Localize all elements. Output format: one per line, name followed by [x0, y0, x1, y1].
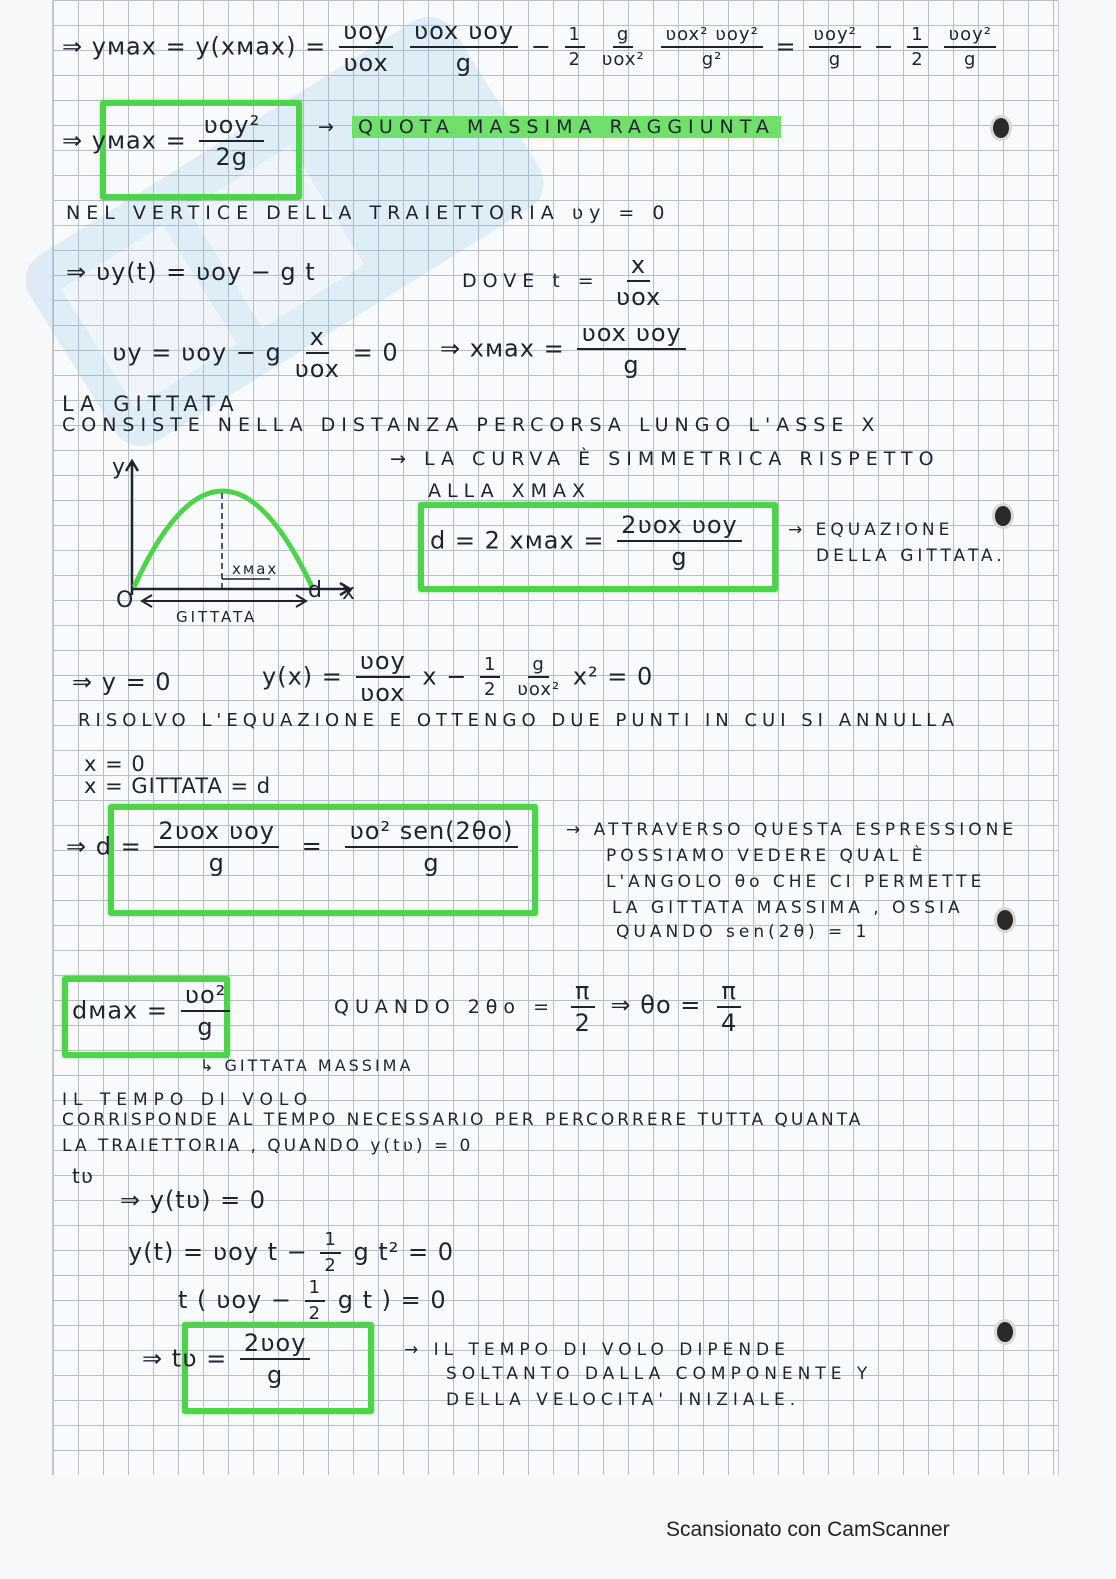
d-full-formula — [66, 818, 522, 877]
curva-note: → LA CURVA È SIMMETRICA RISPETTO — [390, 448, 940, 470]
frac-num: ʋox ʋoy — [410, 18, 518, 48]
frac-num: ʋoy — [356, 648, 410, 678]
d-lhs: d = 2 xмax = — [430, 526, 605, 555]
frac-den: ʋox — [343, 49, 389, 78]
graph-origin-label: O — [116, 588, 135, 613]
ymax-derivation: ⇒ yмax = y(xмax) = $\frac{\text{ʋoy}}{\text{ʋox}}$ $\frac{\text{ʋox ʋoy}}{g}$ − $\frac{1}{2}$ $\frac{g}{\text{ʋox²}}$ $\frac{\text{ʋox² ʋoy²}}{\text{g²}}$ = $\frac{\text{ʋoy²}}{g}$ − $\frac{1}{2}$ $\frac{\text{ʋoy²}}{g}$ — [62, 18, 1000, 77]
xd-line: x = GITTATA = d — [84, 774, 272, 798]
xmax-lhs: ⇒ xмax = — [440, 334, 565, 363]
tempo-dipende-2: SOLTANTO DALLA COMPONENTE Y — [446, 1364, 873, 1384]
frac-num: π — [717, 978, 740, 1008]
frac-den: g — [455, 49, 473, 78]
yt-rhs: g t² = 0 — [353, 1237, 454, 1266]
risolvo-line: RISOLVO L'EQUAZIONE E OTTENGO DUE PUNTI IN CUI SI ANNULLA — [78, 710, 959, 731]
frac-den: 2 — [308, 1302, 322, 1324]
vy-t-line: ⇒ ʋy(t) = ʋoy − g t — [66, 258, 316, 286]
frac-num: 1 — [480, 655, 500, 679]
graph-x-label: x — [342, 580, 357, 605]
gittata-title: LA GITTATA — [62, 392, 240, 416]
tempo-definition-2: LA TRAIETTORIA , QUANDO y(tʋ) = 0 — [62, 1136, 474, 1156]
gittata-formula — [430, 512, 746, 571]
frac-num: ʋoy² — [944, 25, 996, 49]
tv-result — [142, 1330, 314, 1389]
equazione-note-2: DELLA GITTATA. — [816, 546, 1006, 566]
tempo-dipende-1: → IL TEMPO DI VOLO DIPENDE — [404, 1340, 790, 1360]
frac-den: ʋox — [359, 679, 406, 708]
graph-y-label: y — [112, 455, 127, 480]
frac-num: 1 — [305, 1278, 325, 1302]
vy-eq-lhs: ʋy = ʋoy − g — [112, 338, 282, 367]
frac-den: g — [828, 49, 842, 71]
equals-sign: = — [775, 32, 797, 61]
frac-den: g — [671, 543, 688, 572]
frac-den: g — [197, 1013, 214, 1042]
y0-mid: x − — [422, 662, 468, 691]
frac-den: 2g — [215, 143, 249, 172]
x0-line: x = 0 — [84, 752, 146, 776]
attraverso-note-5: QUANDO sen(2θ) = 1 — [616, 922, 871, 942]
tfac-rhs: g t ) = 0 — [337, 1285, 447, 1314]
y0-equation — [262, 648, 653, 707]
frac-num: 1 — [320, 1230, 340, 1254]
t-factored — [178, 1278, 447, 1324]
minus-sign: − — [530, 32, 552, 61]
frac-den: g — [963, 49, 977, 71]
xmax-result — [440, 320, 690, 379]
vertice-line: NEL VERTICE DELLA TRAIETTORIA ʋy = 0 — [66, 202, 671, 224]
tempo-dipende-3: DELLA VELOCITA' INIZIALE. — [446, 1390, 801, 1410]
attraverso-note-3: L'ANGOLO θo CHE CI PERMETTE — [606, 872, 986, 892]
graph-gittata-label: GITTATA — [176, 608, 258, 626]
attraverso-note-4: LA GITTATA MASSIMA , OSSIA — [612, 898, 964, 918]
punch-hole — [993, 118, 1009, 138]
y0-lhs: y(x) = — [262, 662, 343, 691]
frac-den: 2 — [484, 679, 497, 701]
punch-hole — [997, 910, 1013, 930]
y0-line-a: ⇒ y = 0 — [72, 668, 172, 696]
frac-num: ʋoy² — [809, 25, 861, 49]
frac-num: ʋoy — [339, 18, 393, 48]
dmax-lhs: dмax = — [72, 996, 168, 1025]
dove-line — [462, 252, 665, 311]
gittata-massima-note: ↳ GITTATA MASSIMA — [200, 1056, 414, 1075]
frac-den: g — [208, 849, 225, 878]
frac-num: 2ʋox ʋoy — [154, 818, 279, 848]
dove-label: DOVE t = — [462, 269, 600, 292]
frac-den: ʋox — [615, 283, 662, 312]
attraverso-note-2: POSSIAMO VEDERE QUAL È — [606, 846, 927, 866]
trajectory-graph — [100, 455, 370, 630]
frac-num: ʋo² sen(2θo) — [345, 818, 517, 848]
punch-hole — [995, 506, 1011, 526]
quando-lhs: QUANDO 2θo = — [334, 995, 555, 1018]
frac-den: ʋox² — [601, 49, 645, 71]
yt-lhs: y(t) = ʋoy t − — [128, 1237, 308, 1266]
frac-num: g — [613, 25, 633, 49]
frac-den: 2 — [568, 49, 581, 71]
frac-num: 1 — [907, 25, 927, 49]
frac-num: x — [627, 252, 650, 282]
quando-line — [334, 978, 745, 1037]
equazione-note: → EQUAZIONE — [788, 520, 954, 540]
dmax-formula — [72, 982, 234, 1041]
equals-sign: = — [301, 832, 323, 861]
gittata-definition: CONSISTE NELLA DISTANZA PERCORSA LUNGO L'ASSE X — [62, 414, 881, 436]
quota-note — [318, 116, 781, 138]
tempo-definition-1: CORRISPONDE AL TEMPO NECESSARIO PER PERCORRERE TUTTA QUANTA — [62, 1110, 864, 1130]
frac-den: g² — [701, 49, 723, 71]
frac-num: 1 — [565, 25, 585, 49]
vy-eq-rhs: = 0 — [352, 338, 399, 367]
punch-hole — [997, 1322, 1013, 1342]
curva-note-2: ALLA XMAX — [428, 480, 592, 502]
frac-num: π — [571, 978, 594, 1008]
graph-d-label: d — [308, 578, 323, 603]
frac-den: 4 — [721, 1009, 738, 1038]
yt-equation — [128, 1230, 454, 1276]
ymax-derivation-lhs: ⇒ yмax = y(xмax) = — [62, 32, 335, 61]
d2-lhs: ⇒ d = — [66, 832, 142, 861]
y0-rhs: x² = 0 — [572, 662, 654, 691]
vy-equation — [112, 324, 399, 383]
graph-xmax-label: xмax — [232, 560, 279, 578]
attraverso-note-1: → ATTRAVERSO QUESTA ESPRESSIONE — [566, 820, 1018, 840]
frac-num: ʋox ʋoy — [577, 320, 685, 350]
frac-num: 2ʋoy — [240, 1330, 311, 1360]
frac-num: 2ʋox ʋoy — [617, 512, 742, 542]
ymax-lhs: ⇒ yмax = — [62, 126, 196, 155]
frac-num: ʋoy² — [199, 112, 264, 142]
frac-num: g — [528, 655, 548, 679]
frac-den: g — [623, 351, 640, 380]
frac-den: 2 — [574, 1009, 591, 1038]
tempo-title: IL TEMPO DI VOLO — [62, 1090, 314, 1110]
frac-den: ʋox² — [517, 679, 561, 701]
quota-label: QUOTA MASSIMA RAGGIUNTA — [352, 116, 781, 138]
ymax-result — [62, 112, 268, 171]
frac-num: ʋo² — [181, 982, 231, 1012]
frac-num: ʋox² ʋoy² — [661, 25, 762, 49]
tv-lhs: ⇒ tʋ = — [142, 1344, 228, 1373]
arrow-icon: → — [318, 116, 340, 138]
scanner-footer: Scansionato con CamScanner — [666, 1518, 950, 1541]
frac-den: 2 — [324, 1254, 337, 1276]
tv-label: tʋ — [72, 1164, 94, 1188]
tfac-lhs: t ( ʋoy − — [178, 1285, 293, 1314]
frac-den: g — [267, 1361, 284, 1390]
ytv-line: ⇒ y(tʋ) = 0 — [120, 1186, 267, 1214]
frac-den: 2 — [911, 49, 924, 71]
frac-den: g — [423, 849, 440, 878]
quando-mid: ⇒ θo = — [610, 990, 702, 1019]
frac-den: ʋox — [294, 355, 340, 384]
frac-num: x — [306, 324, 329, 354]
